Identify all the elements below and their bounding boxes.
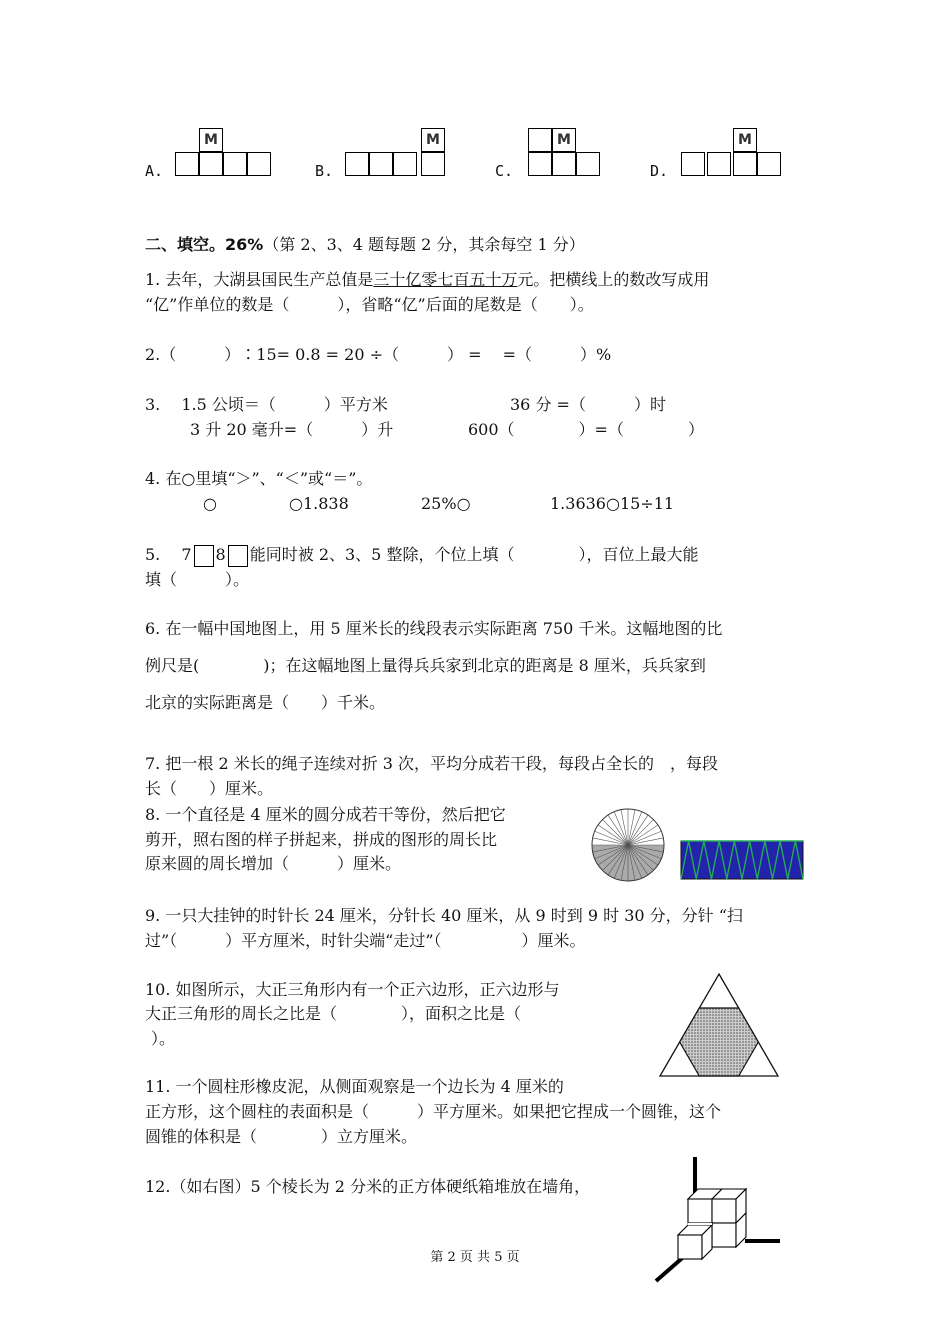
question-7-line-2: 长（ ）厘米。 bbox=[145, 779, 274, 798]
question-9-line-1: 9. 一只大挂钟的时针长 24 厘米，分针长 40 厘米，从 9 时到 9 时 30 分，分针 “扫 bbox=[145, 906, 743, 925]
question-3-line-2a: 3 升 20 毫升=（ ）升 bbox=[190, 420, 394, 439]
rearranged-rectangle-figure bbox=[680, 840, 804, 880]
option-c-label[interactable]: C. bbox=[495, 162, 514, 180]
page-footer: 第 2 页 共 5 页 bbox=[430, 1250, 520, 1265]
divided-circle-figure bbox=[590, 805, 666, 885]
option-b-label[interactable]: B. bbox=[315, 162, 334, 180]
question-10-line-2: 大正三角形的周长之比是（ ），面积之比是（ bbox=[145, 1004, 522, 1023]
option-c-m-cell: M bbox=[552, 128, 576, 152]
question-8-line-3: 原来圆的周长增加（ ）厘米。 bbox=[145, 854, 402, 873]
digit-box-ones[interactable] bbox=[228, 545, 248, 567]
question-4-compare-4: 1.3636○15÷11 bbox=[550, 494, 675, 513]
option-b-m-cell: M bbox=[421, 128, 445, 152]
question-11-line-3: 圆锥的体积是（ ）立方厘米。 bbox=[145, 1127, 418, 1146]
question-8-line-2: 剪开，照右图的样子拼起来，拼成的图形的周长比 bbox=[145, 830, 498, 849]
triangle-hexagon-figure bbox=[658, 972, 780, 1078]
question-6-line-2: 例尺是( )；在这幅地图上量得兵兵家到北京的距离是 8 厘米，兵兵家到 bbox=[145, 656, 706, 675]
question-3-line-2b: 600（ ）=（ ） bbox=[468, 420, 704, 439]
question-4-compare-3: 25%○ bbox=[421, 494, 471, 513]
question-3-line-1b: 36 分 =（ ）时 bbox=[510, 395, 666, 414]
section-2-title: 二、填空。26%（第 2、3、4 题每题 2 分，其余每空 1 分） bbox=[145, 235, 585, 254]
question-1-line-2: “亿”作单位的数是（ ），省略“亿”后面的尾数是（ ）。 bbox=[145, 295, 594, 314]
question-4-line-1: 4. 在○里填“＞”、“＜”或“＝”。 bbox=[145, 469, 373, 488]
question-5-line-2: 填（ ）。 bbox=[145, 570, 250, 589]
question-3-line-1a: 3. 1.5 公顷＝（ ）平方米 bbox=[145, 395, 388, 414]
option-a-label[interactable]: A. bbox=[145, 162, 164, 180]
question-7-line-1: 7. 把一根 2 米长的绳子连续对折 3 次，平均分成若干段，每段占全长的 ，每段 bbox=[145, 754, 719, 773]
question-8-line-1: 8. 一个直径是 4 厘米的圆分成若干等份，然后把它 bbox=[145, 805, 506, 824]
question-2: 2.（ ）∶15= 0.8 = 20 ÷（ ） = =（ ）% bbox=[145, 345, 612, 364]
question-1-line-1: 1. 去年，大湖县国民生产总值是三十亿零七百五十万元。把横线上的数改写成用 bbox=[145, 270, 710, 289]
question-5-line-1: 5. 7 8 能同时被 2、3、5 整除，个位上填（ ），百位上最大能 bbox=[145, 543, 698, 567]
option-a-m-cell: M bbox=[199, 128, 223, 152]
underlined-number: 三十亿零七百五十万 bbox=[373, 270, 518, 289]
stacked-cubes-figure bbox=[650, 1155, 782, 1285]
digit-box-hundreds[interactable] bbox=[194, 545, 214, 567]
option-d-m-cell: M bbox=[733, 128, 757, 152]
option-d-label[interactable]: D. bbox=[650, 162, 669, 180]
question-10-line-3: ）。 bbox=[151, 1029, 176, 1048]
question-6-line-1: 6. 在一幅中国地图上，用 5 厘米长的线段表示实际距离 750 千米。这幅地图的比 bbox=[145, 619, 723, 638]
question-6-line-3: 北京的实际距离是（ ）千米。 bbox=[145, 693, 386, 712]
question-11-line-2: 正方形，这个圆柱的表面积是（ ）平方厘米。如果把它捏成一个圆锥，这个 bbox=[145, 1102, 722, 1121]
question-11-line-1: 11. 一个圆柱形橡皮泥，从侧面观察是一个边长为 4 厘米的 bbox=[145, 1077, 564, 1096]
question-4-compare-1: ○ bbox=[203, 494, 217, 513]
question-10-line-1: 10. 如图所示，大正三角形内有一个正六边形，正六边形与 bbox=[145, 980, 560, 999]
question-9-line-2: 过”（ ）平方厘米，时针尖端“走过”（ ）厘米。 bbox=[145, 931, 586, 950]
question-12-line-1: 12.（如右图）5 个棱长为 2 分米的正方体硬纸箱堆放在墙角， bbox=[145, 1177, 591, 1196]
section-2-note: （第 2、3、4 题每题 2 分，其余每空 1 分） bbox=[263, 235, 585, 254]
question-4-compare-2: ○1.838 bbox=[289, 494, 349, 513]
